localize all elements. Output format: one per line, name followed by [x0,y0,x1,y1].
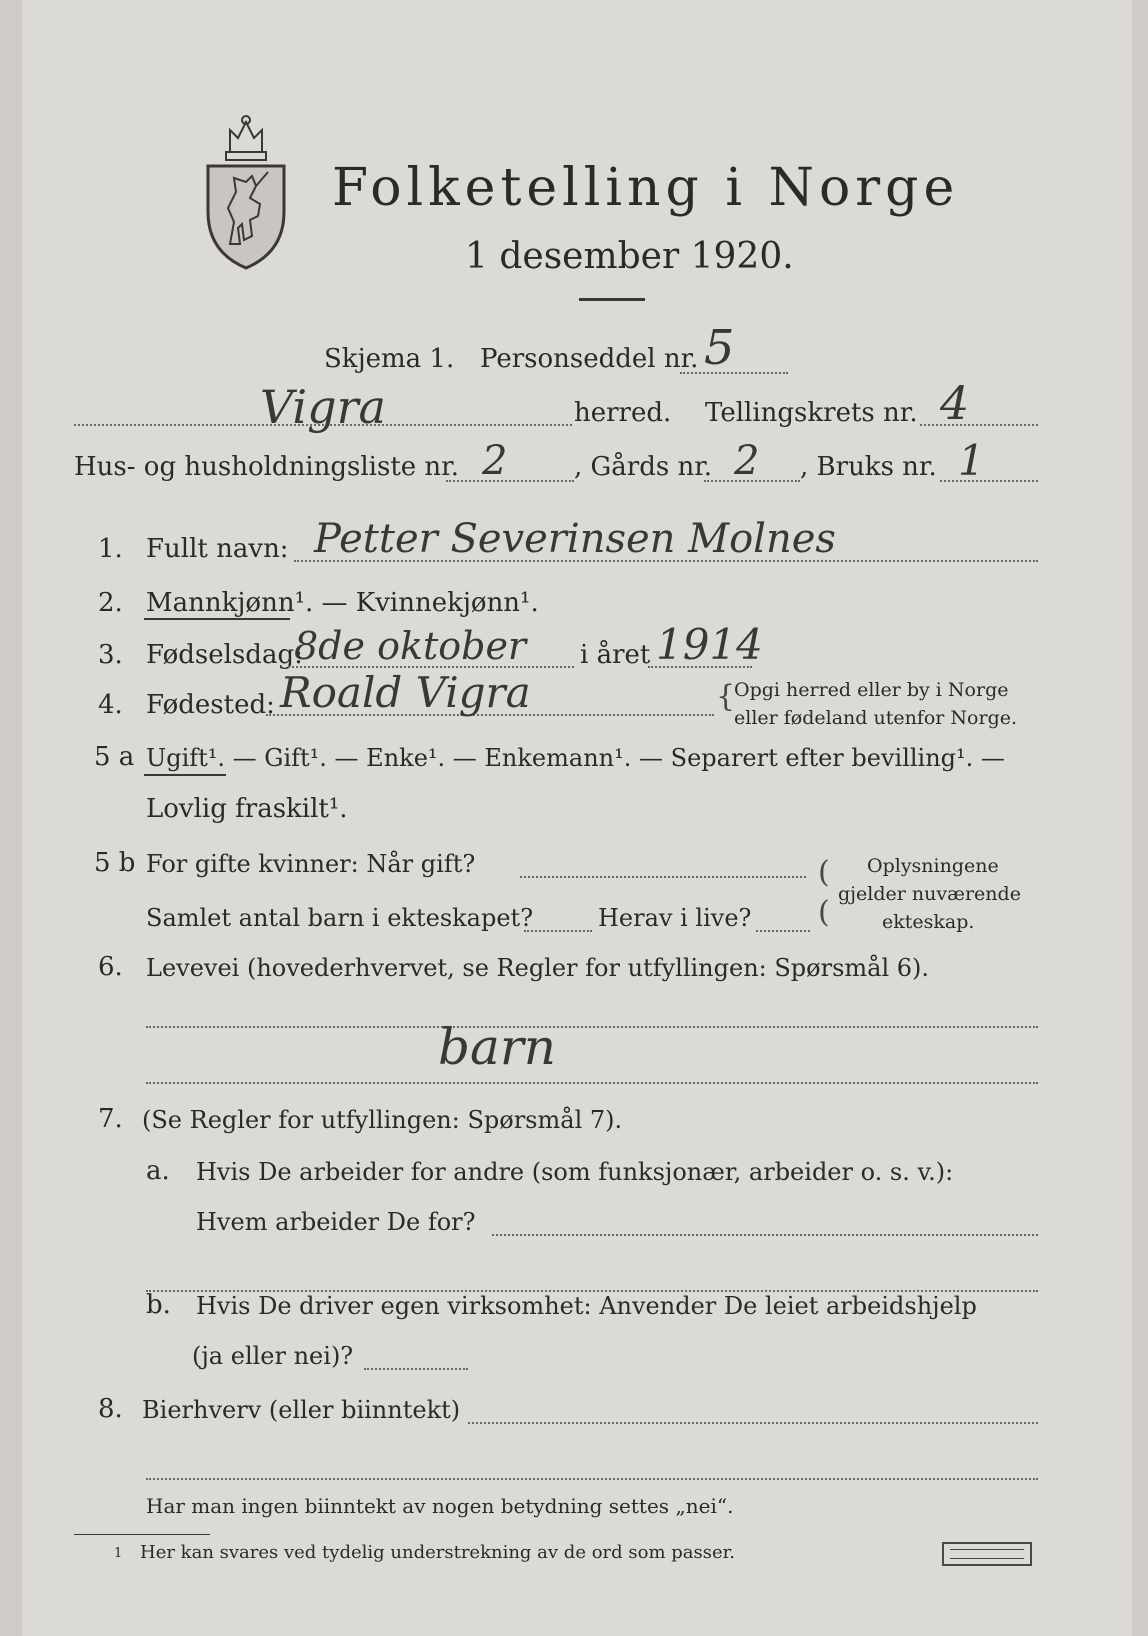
q4-number: 4. [98,690,123,720]
title-divider [579,298,645,301]
personseddel-label: Personseddel nr. [480,344,699,374]
bruks-line [940,480,1038,482]
bruks-label: , Bruks nr. [800,452,937,482]
hus-label: Hus- og husholdningsliste nr. [74,452,460,482]
herred-value: Vigra [260,380,386,434]
q5b-note-line2: gjelder nuværende [838,883,1021,905]
q3-birthdate-value: 8de oktober [294,624,527,668]
q6-label: Levevei (hovederhvervet, se Regler for utfyllingen: Spørsmål 6). [146,954,930,982]
skjema-label: Skjema 1. [324,344,455,374]
footnote-divider [74,1534,210,1535]
q5a-line2: Lovlig fraskilt¹. [146,794,348,824]
q7b-line2: (ja eller nei)? [192,1342,354,1370]
q6-line1 [146,1026,1038,1028]
q7-label: (Se Regler for utfyllingen: Spørsmål 7). [142,1106,623,1134]
census-date: 1 desember 1920. [465,236,794,277]
q5b-number: 5 b [94,848,136,878]
q2-label: Mannkjønn¹. — Kvinnekjønn¹. [146,588,539,618]
q4-note-line1: Opgi herred eller by i Norge [734,679,1009,701]
tellingskrets-label: Tellingskrets nr. [705,398,918,428]
q8-note: Har man ingen biinntekt av nogen betydning settes „nei“. [146,1494,734,1518]
printer-stamp-icon [942,1542,1032,1566]
q5b-note-line1: Oplysningene [867,855,999,877]
q2-number: 2. [98,588,123,618]
footnote-text: Her kan svares ved tydelig understrekning av de ord som passer. [140,1542,735,1563]
q5b-note-brace-top: ( [818,855,830,890]
q8-line1 [468,1422,1038,1424]
q4-note-brace: { [716,679,736,714]
q5b-alive-line [756,930,810,932]
q5a-line1: Ugift¹. — Gift¹. — Enke¹. — Enkemann¹. — Separert efter bevilling¹. — [146,744,1005,772]
tellingskrets-value: 4 [940,376,970,430]
footnote-marker: 1 [114,1546,123,1561]
q7b-number: b. [146,1290,171,1320]
q3-year-label: i året [580,640,651,670]
form-title: Folketelling i Norge [332,158,960,218]
q7-number: 7. [98,1104,123,1134]
q6-occupation-value: barn [438,1018,556,1076]
q4-birthplace-value: Roald Vigra [280,668,531,717]
q3-number: 3. [98,640,123,670]
q3-label: Fødselsdag: [146,640,303,670]
personseddel-value: 5 [704,320,735,376]
q7a-number: a. [146,1156,170,1186]
bruks-value: 1 [958,436,985,485]
q7a-employer-line [492,1234,1038,1236]
hus-value: 2 [482,438,508,484]
q7a-line1: Hvis De arbeider for andre (som funksjonær, arbeider o. s. v.): [196,1158,954,1186]
hus-line [446,480,574,482]
tellingskrets-line [920,424,1038,426]
q1-number: 1. [98,534,123,564]
q8-number: 8. [98,1394,123,1424]
q5b-children-line [524,930,592,932]
q5b-line2-children: Samlet antal barn i ekteskapet? [146,904,534,932]
coat-of-arms-icon [200,112,292,270]
q4-label: Fødested: [146,690,275,720]
q5b-note-brace-bottom: ( [818,895,830,930]
q8-line2 [146,1478,1038,1480]
herred-label: herred. [574,398,672,428]
q5a-underline-ugift [144,774,226,776]
q5b-line2-alive: Herav i live? [598,904,752,932]
q5b-married-when-line [520,876,806,878]
q3-year-value: 1914 [656,620,763,669]
q7b-line1: Hvis De driver egen virksomhet: Anvender De leiet arbeidshjelp [196,1292,977,1320]
q5b-note-line3: ekteskap. [882,911,975,933]
gards-label: , Gårds nr. [574,452,713,482]
q7a-line2: Hvem arbeider De for? [196,1208,476,1236]
q7b-answer-line [364,1368,468,1370]
gards-value: 2 [734,438,760,484]
q6-line2 [146,1082,1038,1084]
q5b-line1: For gifte kvinner: Når gift? [146,850,476,878]
q1-label: Fullt navn: [146,534,289,564]
q8-label: Bierhverv (eller biinntekt) [142,1396,461,1424]
q1-full-name-value: Petter Severinsen Molnes [314,516,836,562]
q4-note-line2: eller fødeland utenfor Norge. [734,707,1018,729]
q6-number: 6. [98,952,123,982]
q5a-number: 5 a [94,742,135,772]
census-form-sheet [22,0,1132,1636]
q2-underline-mannkjonn [144,618,290,620]
